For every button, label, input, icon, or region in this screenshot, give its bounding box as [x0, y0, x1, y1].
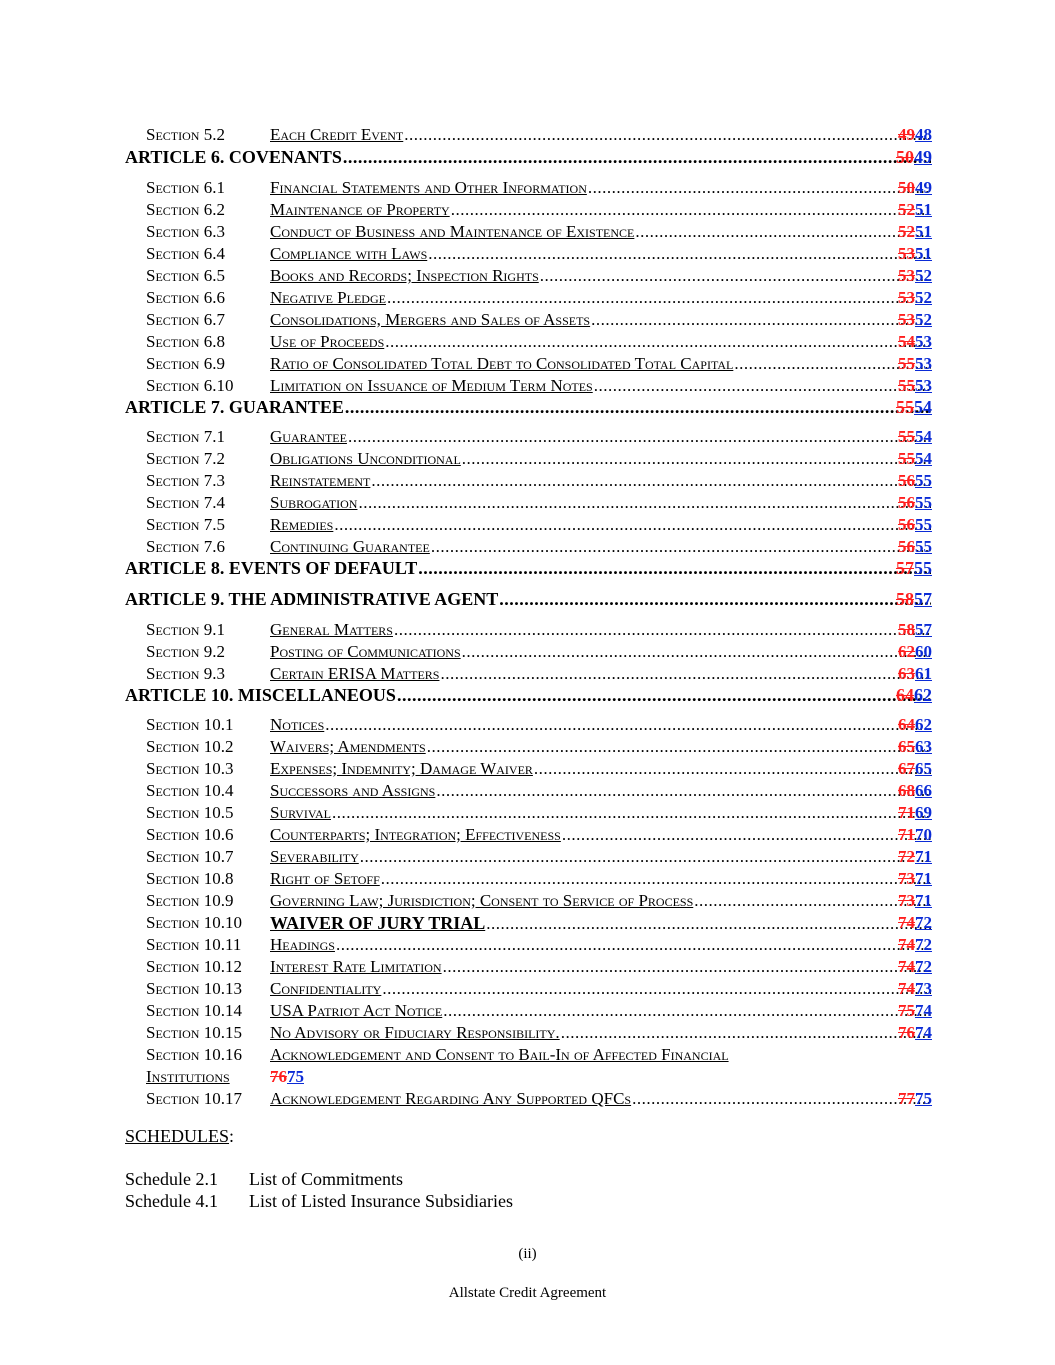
deleted-page-number: 74 [898, 979, 915, 998]
page-ref[interactable] [896, 684, 932, 706]
toc-section-entry[interactable] [0, 309, 1055, 331]
section-label: Section 7.3 [146, 471, 225, 490]
inserted-page-number: 51 [915, 244, 932, 263]
leader-dots [404, 124, 931, 146]
leader-dots [427, 736, 931, 758]
leader-dots [635, 221, 931, 243]
toc-section-entry-continued[interactable] [0, 1066, 1055, 1088]
section-title[interactable]: Subrogation [270, 493, 358, 512]
inserted-page-number: 71 [915, 869, 932, 888]
page-ref[interactable] [898, 353, 932, 375]
article-title[interactable]: ARTICLE 8. EVENTS OF DEFAULT [125, 558, 418, 578]
section-label: Section 6.6 [146, 288, 225, 307]
inserted-page-number: 53 [915, 354, 932, 373]
page-ref[interactable] [898, 956, 932, 978]
toc-article-entry[interactable] [0, 684, 1055, 706]
toc-section-entry[interactable] [0, 846, 1055, 868]
inserted-page-number: 65 [915, 759, 932, 778]
section-label: Section 9.2 [146, 642, 225, 661]
section-title[interactable]: Counterparts; Integration; Effectiveness [270, 825, 561, 844]
inserted-page-number: 52 [915, 266, 932, 285]
section-label: Section 10.5 [146, 803, 234, 822]
section-label: Section 10.10 [146, 913, 242, 932]
inserted-page-number: 62 [914, 685, 932, 705]
section-label: Section 10.16 [146, 1045, 242, 1064]
section-title[interactable]: WAIVER OF JURY TRIAL [270, 913, 486, 933]
toc-section-entry[interactable] [0, 287, 1055, 309]
leader-dots [382, 978, 931, 1000]
leader-dots [462, 448, 931, 470]
section-title[interactable]: Governing Law; Jurisdiction; Consent to Service of Process [270, 891, 694, 910]
deleted-page-number: 64 [898, 715, 915, 734]
inserted-page-number: 52 [915, 310, 932, 329]
toc-section-entry[interactable] [0, 124, 1055, 146]
toc-section-entry[interactable] [0, 1088, 1055, 1110]
deleted-page-number: 55 [898, 449, 915, 468]
section-title[interactable]: Maintenance of Property [270, 200, 450, 219]
toc-section-entry[interactable] [0, 221, 1055, 243]
deleted-page-number: 67 [898, 759, 915, 778]
inserted-page-number: 55 [915, 537, 932, 556]
deleted-page-number: 57 [896, 558, 914, 578]
leader-dots [358, 492, 931, 514]
section-title[interactable]: Ratio of Consolidated Total Debt to Consolidated Total Capital [270, 354, 734, 373]
section-title[interactable]: Books and Records; Inspection Rights [270, 266, 539, 285]
section-title[interactable]: Expenses; Indemnity; Damage Waiver [270, 759, 533, 778]
deleted-page-number: 55 [896, 397, 914, 417]
leader-dots [440, 663, 931, 685]
footer-title: Allstate Credit Agreement [448, 1285, 607, 1301]
schedule-label: Schedule 2.1 [125, 1169, 218, 1189]
inserted-page-number: 63 [915, 737, 932, 756]
schedule-label: Schedule 4.1 [125, 1191, 218, 1211]
toc-section-entry[interactable] [0, 492, 1055, 514]
deleted-page-number: 64 [896, 685, 914, 705]
inserted-page-number: 52 [915, 288, 932, 307]
inserted-page-number: 72 [915, 935, 932, 954]
page-ref[interactable] [898, 619, 932, 641]
section-label: Section 6.3 [146, 222, 225, 241]
page-ref[interactable] [896, 396, 932, 418]
deleted-page-number: 62 [898, 642, 915, 661]
section-label: Section 10.4 [146, 781, 234, 800]
page-number: (ii) [518, 1246, 537, 1262]
leader-dots [443, 956, 931, 978]
leader-dots [397, 684, 931, 706]
inserted-page-number: 51 [915, 222, 932, 241]
section-label: Section 10.8 [146, 869, 234, 888]
toc-section-entry[interactable] [0, 736, 1055, 758]
section-title[interactable]: Notices [270, 715, 325, 734]
page-ref[interactable] [898, 758, 932, 780]
leader-dots [534, 758, 931, 780]
schedule-row [125, 1168, 403, 1190]
page-ref[interactable] [898, 802, 932, 824]
toc-article-entry[interactable] [0, 396, 1055, 418]
section-title[interactable]: Guarantee [270, 427, 347, 446]
schedules-heading: SCHEDULES: [125, 1126, 235, 1146]
leader-dots [381, 868, 931, 890]
leader-dots [394, 619, 931, 641]
section-label: Section 10.3 [146, 759, 234, 778]
inserted-page-number: 71 [915, 847, 932, 866]
section-label: Section 6.8 [146, 332, 225, 351]
section-label: Section 10.7 [146, 847, 234, 866]
inserted-page-number: 74 [915, 1001, 932, 1020]
schedule-row [125, 1190, 513, 1212]
section-title-continued[interactable]: Institutions [146, 1067, 230, 1086]
deleted-page-number: 53 [898, 266, 915, 285]
page-ref[interactable] [898, 448, 932, 470]
leader-dots [360, 846, 931, 868]
toc-section-entry[interactable] [0, 663, 1055, 685]
toc-section-entry[interactable] [0, 375, 1055, 397]
page-ref[interactable] [898, 1000, 932, 1022]
inserted-page-number: 55 [914, 558, 932, 578]
page-ref[interactable] [898, 470, 932, 492]
schedule-desc: List of Listed Insurance Subsidiaries [249, 1191, 513, 1211]
section-title[interactable]: USA Patriot Act Notice [270, 1001, 443, 1020]
toc-section-entry[interactable] [0, 243, 1055, 265]
inserted-page-number: 73 [915, 979, 932, 998]
deleted-page-number: 73 [898, 891, 915, 910]
toc-section-entry[interactable] [0, 956, 1055, 978]
section-title[interactable]: Interest Rate Limitation [270, 957, 442, 976]
page-ref[interactable] [898, 426, 932, 448]
deleted-page-number: 50 [898, 178, 915, 197]
leader-dots [591, 309, 931, 331]
inserted-page-number: 75 [915, 1089, 932, 1108]
toc-section-entry[interactable] [0, 353, 1055, 375]
deleted-page-number: 56 [898, 471, 915, 490]
section-label: Section 9.3 [146, 664, 225, 683]
section-label: Section 10.17 [146, 1089, 242, 1108]
leader-dots [332, 802, 931, 824]
toc-section-entry[interactable] [0, 641, 1055, 663]
deleted-page-number: 55 [898, 376, 915, 395]
inserted-page-number: 66 [915, 781, 932, 800]
leader-dots [694, 890, 931, 912]
leader-dots [387, 287, 931, 309]
section-title[interactable]: Headings [270, 935, 335, 954]
section-title[interactable]: Waivers; Amendments [270, 737, 426, 756]
leader-dots [343, 146, 931, 168]
inserted-page-number: 51 [915, 200, 932, 219]
page-ref[interactable] [898, 375, 932, 397]
deleted-page-number: 76 [898, 1023, 915, 1042]
inserted-page-number: 54 [914, 397, 932, 417]
page-ref[interactable] [898, 736, 932, 758]
article-title[interactable]: ARTICLE 7. GUARANTEE [125, 397, 344, 417]
page-ref[interactable] [898, 124, 932, 146]
inserted-page-number: 72 [915, 957, 932, 976]
inserted-page-number: 62 [915, 715, 932, 734]
deleted-page-number: 52 [898, 200, 915, 219]
leader-dots [486, 913, 931, 935]
leader-dots [462, 641, 931, 663]
section-title[interactable]: Continuing Guarantee [270, 537, 430, 556]
section-title[interactable]: Survival [270, 803, 331, 822]
toc-section-entry[interactable] [0, 780, 1055, 802]
inserted-page-number: 54 [915, 449, 932, 468]
page-ref[interactable] [898, 177, 932, 199]
page-ref[interactable] [898, 714, 932, 736]
leader-dots [325, 714, 931, 736]
section-title[interactable]: Successors and Assigns [270, 781, 436, 800]
section-label: Section 10.15 [146, 1023, 242, 1042]
page-ref[interactable] [896, 557, 932, 579]
section-title[interactable]: Each Credit Event [270, 125, 404, 144]
leader-dots [561, 1022, 931, 1044]
article-title[interactable]: ARTICLE 9. THE ADMINISTRATIVE AGENT [125, 589, 499, 609]
toc-section-entry[interactable] [0, 331, 1055, 353]
deleted-page-number: 58 [898, 620, 915, 639]
page-ref[interactable] [898, 221, 932, 243]
section-label: Section 9.1 [146, 620, 225, 639]
deleted-page-number: 68 [898, 781, 915, 800]
section-title[interactable]: Obligations Unconditional [270, 449, 461, 468]
deleted-page-number: 71 [898, 803, 915, 822]
page-ref[interactable] [898, 846, 932, 868]
toc-section-entry[interactable] [0, 470, 1055, 492]
section-label: Section 6.5 [146, 266, 225, 285]
leader-dots [348, 426, 931, 448]
page-ref[interactable] [896, 588, 932, 610]
section-title[interactable]: Severability [270, 847, 359, 866]
toc-section-entry[interactable] [0, 912, 1055, 934]
inserted-page-number: 61 [915, 664, 932, 683]
leader-dots [334, 514, 931, 536]
section-label: Section 10.9 [146, 891, 234, 910]
leader-dots [499, 588, 931, 610]
page-ref[interactable] [898, 1088, 932, 1110]
section-title[interactable]: Certain ERISA Matters [270, 664, 440, 683]
inserted-page-number: 55 [915, 471, 932, 490]
section-label: Section 7.4 [146, 493, 225, 512]
section-title[interactable]: Confidentiality [270, 979, 382, 998]
section-label: Section 6.4 [146, 244, 225, 263]
section-title[interactable]: Conduct of Business and Maintenance of Existence [270, 222, 635, 241]
page-ref[interactable] [898, 331, 932, 353]
page-ref[interactable] [898, 780, 932, 802]
deleted-page-number: 74 [898, 957, 915, 976]
inserted-page-number: 57 [915, 620, 932, 639]
deleted-page-number: 53 [898, 244, 915, 263]
section-title[interactable]: Financial Statements and Other Information [270, 178, 587, 197]
toc-section-entry[interactable] [0, 714, 1055, 736]
toc-article-entry[interactable] [0, 588, 1055, 610]
section-label: Section 6.2 [146, 200, 225, 219]
section-title[interactable]: Posting of Communications [270, 642, 461, 661]
deleted-page-number: 74 [898, 913, 915, 932]
section-title[interactable]: Acknowledgement Regarding Any Supported QFCs [270, 1089, 632, 1108]
leader-dots [336, 934, 931, 956]
toc-section-entry[interactable] [0, 758, 1055, 780]
toc-section-entry[interactable] [0, 934, 1055, 956]
deleted-page-number: 56 [898, 515, 915, 534]
section-title[interactable]: Reinstatement [270, 471, 371, 490]
page-ref[interactable] [898, 641, 932, 663]
deleted-page-number: 56 [898, 537, 915, 556]
page-ref[interactable] [898, 1022, 932, 1044]
leader-dots [436, 780, 931, 802]
toc-section-entry[interactable] [0, 1022, 1055, 1044]
section-label: Section 7.6 [146, 537, 225, 556]
leader-dots [588, 177, 931, 199]
inserted-page-number: 72 [915, 913, 932, 932]
deleted-page-number: 55 [898, 427, 915, 446]
inserted-page-number: 53 [915, 332, 932, 351]
deleted-page-number: 56 [898, 493, 915, 512]
toc-section-entry[interactable] [0, 619, 1055, 641]
section-label: Section 6.9 [146, 354, 225, 373]
page-ref[interactable] [896, 146, 932, 168]
section-title[interactable]: Compliance with Laws [270, 244, 428, 263]
toc-section-entry[interactable] [0, 514, 1055, 536]
inserted-page-number: 55 [915, 493, 932, 512]
deleted-page-number: 72 [898, 847, 915, 866]
inserted-page-number: 60 [915, 642, 932, 661]
deleted-page-number: 63 [898, 664, 915, 683]
toc-section-entry[interactable] [0, 1000, 1055, 1022]
deleted-page-number: 76 [270, 1067, 287, 1086]
section-title[interactable]: No Advisory or Fiduciary Responsibility. [270, 1023, 560, 1042]
page-ref[interactable] [898, 243, 932, 265]
deleted-page-number: 52 [898, 222, 915, 241]
page-ref[interactable] [898, 309, 932, 331]
toc-article-entry[interactable] [0, 557, 1055, 579]
toc-section-entry[interactable] [0, 1044, 1055, 1066]
section-title[interactable]: General Matters [270, 620, 393, 639]
inserted-page-number: 69 [915, 803, 932, 822]
page-ref[interactable] [898, 934, 932, 956]
inserted-page-number: 48 [915, 125, 932, 144]
toc-section-entry[interactable] [0, 802, 1055, 824]
toc-section-entry[interactable] [0, 426, 1055, 448]
deleted-page-number: 54 [898, 332, 915, 351]
inserted-page-number: 57 [914, 589, 932, 609]
leader-dots [540, 265, 931, 287]
section-label: Section 7.1 [146, 427, 225, 446]
section-title[interactable]: Use of Proceeds [270, 332, 385, 351]
leader-dots [594, 375, 931, 397]
leader-dots [443, 1000, 931, 1022]
toc-section-entry[interactable] [0, 448, 1055, 470]
inserted-page-number: 70 [915, 825, 932, 844]
section-label: Section 5.2 [146, 125, 225, 144]
inserted-page-number: 55 [915, 515, 932, 534]
leader-dots [431, 536, 931, 558]
deleted-page-number: 53 [898, 288, 915, 307]
page-ref[interactable] [898, 287, 932, 309]
deleted-page-number: 77 [898, 1089, 915, 1108]
deleted-page-number: 71 [898, 825, 915, 844]
section-label: Section 10.6 [146, 825, 234, 844]
toc-section-entry[interactable] [0, 890, 1055, 912]
leader-dots [418, 557, 931, 579]
deleted-page-number: 75 [898, 1001, 915, 1020]
section-label: Section 6.7 [146, 310, 225, 329]
schedule-desc: List of Commitments [249, 1169, 404, 1189]
toc-section-entry[interactable] [0, 177, 1055, 199]
deleted-page-number: 55 [898, 354, 915, 373]
page-ref[interactable] [898, 265, 932, 287]
section-label: Section 7.5 [146, 515, 225, 534]
section-title[interactable]: Limitation on Issuance of Medium Term Notes [270, 376, 593, 395]
section-title[interactable]: Consolidations, Mergers and Sales of Assets [270, 310, 591, 329]
leader-dots [345, 396, 931, 418]
inserted-page-number: 49 [915, 178, 932, 197]
toc-section-entry[interactable] [0, 536, 1055, 558]
section-label: Section 10.14 [146, 1001, 242, 1020]
page-ref[interactable] [270, 1066, 304, 1088]
article-title[interactable]: ARTICLE 10. MISCELLANEOUS [125, 685, 396, 705]
deleted-page-number: 74 [898, 935, 915, 954]
page-ref[interactable] [898, 912, 932, 934]
section-label: Section 10.11 [146, 935, 242, 954]
section-label: Section 10.12 [146, 957, 242, 976]
toc-section-entry[interactable] [0, 868, 1055, 890]
toc-section-entry[interactable] [0, 265, 1055, 287]
toc-section-entry[interactable] [0, 978, 1055, 1000]
toc-article-entry[interactable] [0, 146, 1055, 168]
leader-dots [385, 331, 931, 353]
section-title[interactable]: Right of Setoff [270, 869, 380, 888]
section-label: Section 10.1 [146, 715, 234, 734]
inserted-page-number: 74 [915, 1023, 932, 1042]
page-ref[interactable] [898, 978, 932, 1000]
leader-dots [428, 243, 931, 265]
page-ref[interactable] [898, 663, 932, 685]
inserted-page-number: 49 [914, 147, 932, 167]
section-label: Section 6.1 [146, 178, 225, 197]
section-label: Section 10.2 [146, 737, 234, 756]
leader-dots [562, 824, 931, 846]
section-title[interactable]: Negative Pledge [270, 288, 386, 307]
section-label: Section 10.13 [146, 979, 242, 998]
deleted-page-number: 50 [896, 147, 914, 167]
deleted-page-number: 53 [898, 310, 915, 329]
inserted-page-number: 71 [915, 891, 932, 910]
page-ref[interactable] [898, 824, 932, 846]
leader-dots [451, 199, 931, 221]
section-title[interactable]: Acknowledgement and Consent to Bail-In of Affected Financial [270, 1045, 729, 1064]
toc-section-entry[interactable] [0, 199, 1055, 221]
page-ref[interactable] [898, 868, 932, 890]
inserted-page-number: 53 [915, 376, 932, 395]
deleted-page-number: 58 [896, 589, 914, 609]
section-label: Section 6.10 [146, 376, 234, 395]
inserted-page-number: 54 [915, 427, 932, 446]
section-label: Section 7.2 [146, 449, 225, 468]
leader-dots [632, 1088, 931, 1110]
deleted-page-number: 49 [898, 125, 915, 144]
toc-section-entry[interactable] [0, 824, 1055, 846]
article-title[interactable]: ARTICLE 6. COVENANTS [125, 147, 342, 167]
page-ref[interactable] [898, 890, 932, 912]
page-ref[interactable] [898, 514, 932, 536]
section-title[interactable]: Remedies [270, 515, 334, 534]
deleted-page-number: 65 [898, 737, 915, 756]
inserted-page-number: 75 [287, 1067, 304, 1086]
deleted-page-number: 73 [898, 869, 915, 888]
page-ref[interactable] [898, 536, 932, 558]
page-ref[interactable] [898, 199, 932, 221]
leader-dots [371, 470, 931, 492]
page-ref[interactable] [898, 492, 932, 514]
